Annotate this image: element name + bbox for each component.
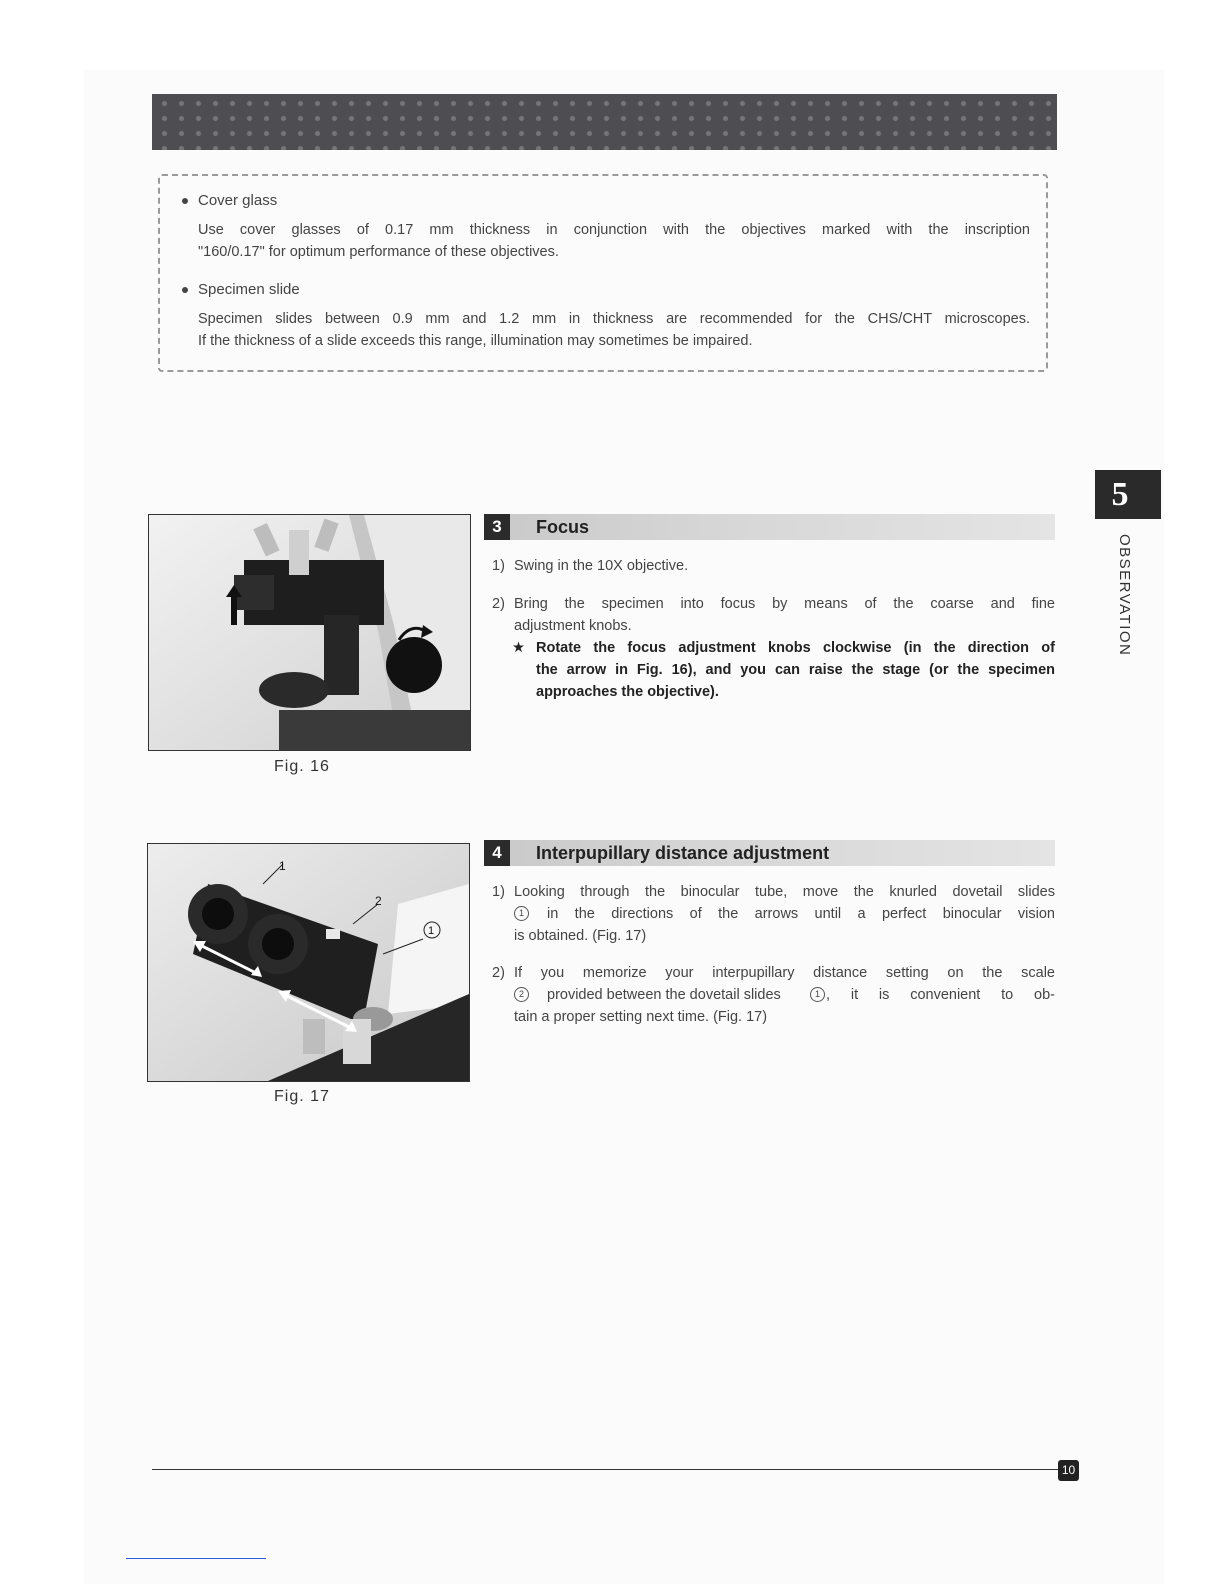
- step-number: 2): [492, 596, 505, 612]
- focus-step-2: [492, 593, 1055, 637]
- figure-16-photo: [148, 514, 471, 751]
- step-number: 1): [492, 884, 505, 900]
- step-text: Swing in the 10X objective.: [514, 558, 689, 574]
- step-text-line-2: adjustment knobs.: [514, 618, 632, 634]
- specimen-slide-line-1: Specimen slides between 0.9 mm and 1.2 mm in thickness are recommended for the CHS/CHT microscopes.: [198, 311, 1030, 327]
- page-number: 10: [1058, 1460, 1079, 1481]
- ipd-step-2: [492, 962, 1055, 1028]
- section-number-3: 3: [484, 514, 510, 540]
- figure-17-photo: [147, 843, 470, 1082]
- cover-glass-title: Cover glass: [198, 192, 278, 209]
- figure-16-caption: Fig. 16: [274, 758, 330, 775]
- circled-number: 2: [514, 987, 529, 1002]
- focus-note-line-3: approaches the objective).: [536, 684, 719, 700]
- figure-label-2: 2: [375, 894, 382, 908]
- ipd-step-1: [492, 881, 1055, 947]
- step-text-line-1: Bring the specimen into focus by means of the coarse and fine: [514, 596, 1055, 612]
- figure-17-caption: Fig. 17: [274, 1088, 330, 1105]
- chapter-tab: [1095, 470, 1161, 519]
- step-text-line-2b: , it is convenient to ob-: [826, 987, 1055, 1003]
- focus-note-line-1: Rotate the focus adjustment knobs clockwise (in the direction of: [536, 640, 1055, 656]
- circled-number: 1: [514, 906, 529, 921]
- cover-glass-line-2: "160/0.17" for optimum performance of these objectives.: [198, 244, 559, 260]
- ipd-section-title: Interpupillary distance adjustment: [536, 843, 830, 863]
- binocular-tube-illustration: [148, 844, 469, 1081]
- step-number: 1): [492, 558, 505, 574]
- bullet-icon: [182, 198, 188, 204]
- focus-section-title: Focus: [536, 517, 590, 537]
- microscope-focus-illustration: [149, 515, 470, 750]
- step-text-line-1: Looking through the binocular tube, move the knurled dovetail slides: [514, 884, 1055, 900]
- step-text-line-3: tain a proper setting next time. (Fig. 17): [514, 1009, 768, 1025]
- section-number-4: 4: [484, 840, 510, 866]
- bottom-underline: [126, 1558, 266, 1559]
- figure-label-1: 1: [279, 859, 286, 873]
- header-banner: [152, 94, 1057, 150]
- specimen-slide-line-2: If the thickness of a slide exceeds this range, illumination may sometimes be impaired.: [198, 333, 753, 349]
- step-text-line-3: is obtained. (Fig. 17): [514, 928, 647, 944]
- step-text-line-2a: provided between the dovetail slides: [547, 987, 781, 1003]
- focus-section-header: [484, 514, 1055, 540]
- figure-label-circled-1: 1: [428, 925, 435, 937]
- chapter-label: OBSERVATION: [1116, 534, 1133, 657]
- footer-rule: [152, 1469, 1058, 1470]
- step-text-line-2: in the directions of the arrows until a perfect binocular vision: [547, 906, 1055, 922]
- bullet-icon: [182, 287, 188, 293]
- star-icon: ★: [512, 640, 525, 656]
- circled-number: 1: [810, 987, 825, 1002]
- specimen-slide-title: Specimen slide: [198, 281, 300, 298]
- focus-step-1: [492, 555, 1055, 577]
- focus-note-line-2: the arrow in Fig. 16), and you can raise the stage (or the specimen: [536, 662, 1055, 678]
- ipd-section-header: [484, 840, 1055, 866]
- step-text-line-1: If you memorize your interpupillary distance setting on the scale: [514, 965, 1055, 981]
- cover-glass-line-1: Use cover glasses of 0.17 mm thickness in conjunction with the objectives marked with the inscription: [198, 222, 1030, 238]
- specimen-slide-heading: [182, 281, 300, 298]
- chapter-number: 5: [1111, 476, 1129, 513]
- step-number: 2): [492, 965, 505, 981]
- cover-glass-heading: [182, 192, 277, 209]
